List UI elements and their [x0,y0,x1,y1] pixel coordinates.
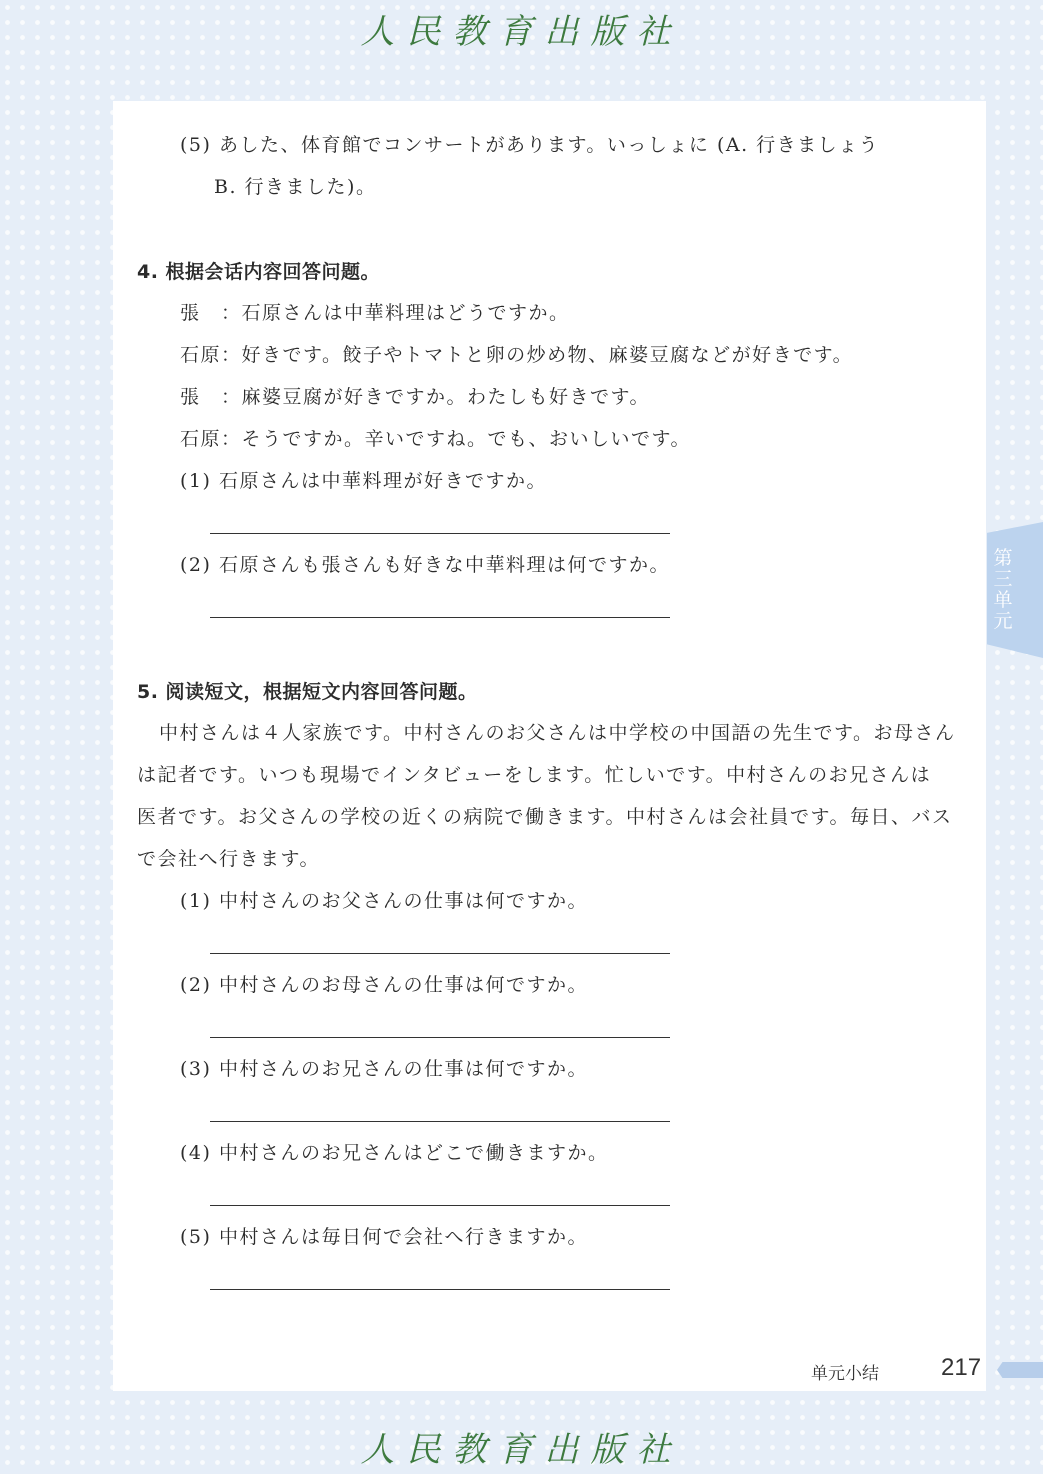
passage-line: 医者です。お父さんの学校の近くの病院で働きます。中村さんは会社員です。毎日、バス [137,806,953,828]
answer-line[interactable] [210,1289,670,1290]
dialogue-line: 石原：好きです。餃子やトマトと卵の炒め物、麻婆豆腐などが好きです。 [180,344,854,366]
dialogue-line: 張 ：石原さんは中華料理はどうですか。 [180,302,570,324]
q5-choice-line-1: (5) あした、体育館でコンサートがあります。いっしょに (A. 行きましょう [180,134,880,156]
passage-line: で会社へ行きます。 [137,848,320,870]
dialogue-line: 石原：そうですか。辛いですね。でも、おいしいです。 [180,428,691,450]
passage-line: 中村さんは４人家族です。中村さんのお父さんは中学校の中国語の先生です。お母さん [159,722,956,744]
publisher-watermark-bottom: 人民教育出版社 [360,1430,683,1470]
question-4-2: (2) 石原さんも張さんも好きな中華料理は何ですか。 [180,554,670,576]
question-5-2: (2) 中村さんのお母さんの仕事は何ですか。 [180,974,588,996]
question-5-3: (3) 中村さんのお兄さんの仕事は何ですか。 [180,1058,588,1080]
answer-line[interactable] [210,533,670,534]
dialogue-line: 張 ：麻婆豆腐が好きですか。わたしも好きです。 [180,386,650,408]
answer-line[interactable] [210,1121,670,1122]
answer-line[interactable] [210,617,670,618]
question-5-4: (4) 中村さんのお兄さんはどこで働きますか。 [180,1142,609,1164]
passage-line: は記者です。いつも現場でインタビューをします。忙しいです。中村さんのお兄さんは [137,764,932,786]
q5-choice-line-2: B. 行きました)。 [214,176,377,198]
page-sheet [113,101,986,1391]
answer-line[interactable] [210,953,670,954]
page-tab-marker [997,1362,1043,1378]
question-5-1: (1) 中村さんのお父さんの仕事は何ですか。 [180,890,588,912]
publisher-watermark-top: 人民教育出版社 [360,12,683,52]
footer-section-label: 单元小结 [811,1364,879,1384]
answer-line[interactable] [210,1205,670,1206]
section-5-title: 5. 阅读短文，根据短文内容回答问题。 [137,681,478,703]
question-5-5: (5) 中村さんは毎日何で会社へ行きますか。 [180,1226,588,1248]
section-4-title: 4. 根据会话内容回答问题。 [137,261,381,283]
question-4-1: (1) 石原さんは中華料理が好きですか。 [180,470,547,492]
answer-line[interactable] [210,1037,670,1038]
page-number: 217 [941,1354,982,1381]
unit-side-tab-label: 第三单元 [993,547,1013,632]
